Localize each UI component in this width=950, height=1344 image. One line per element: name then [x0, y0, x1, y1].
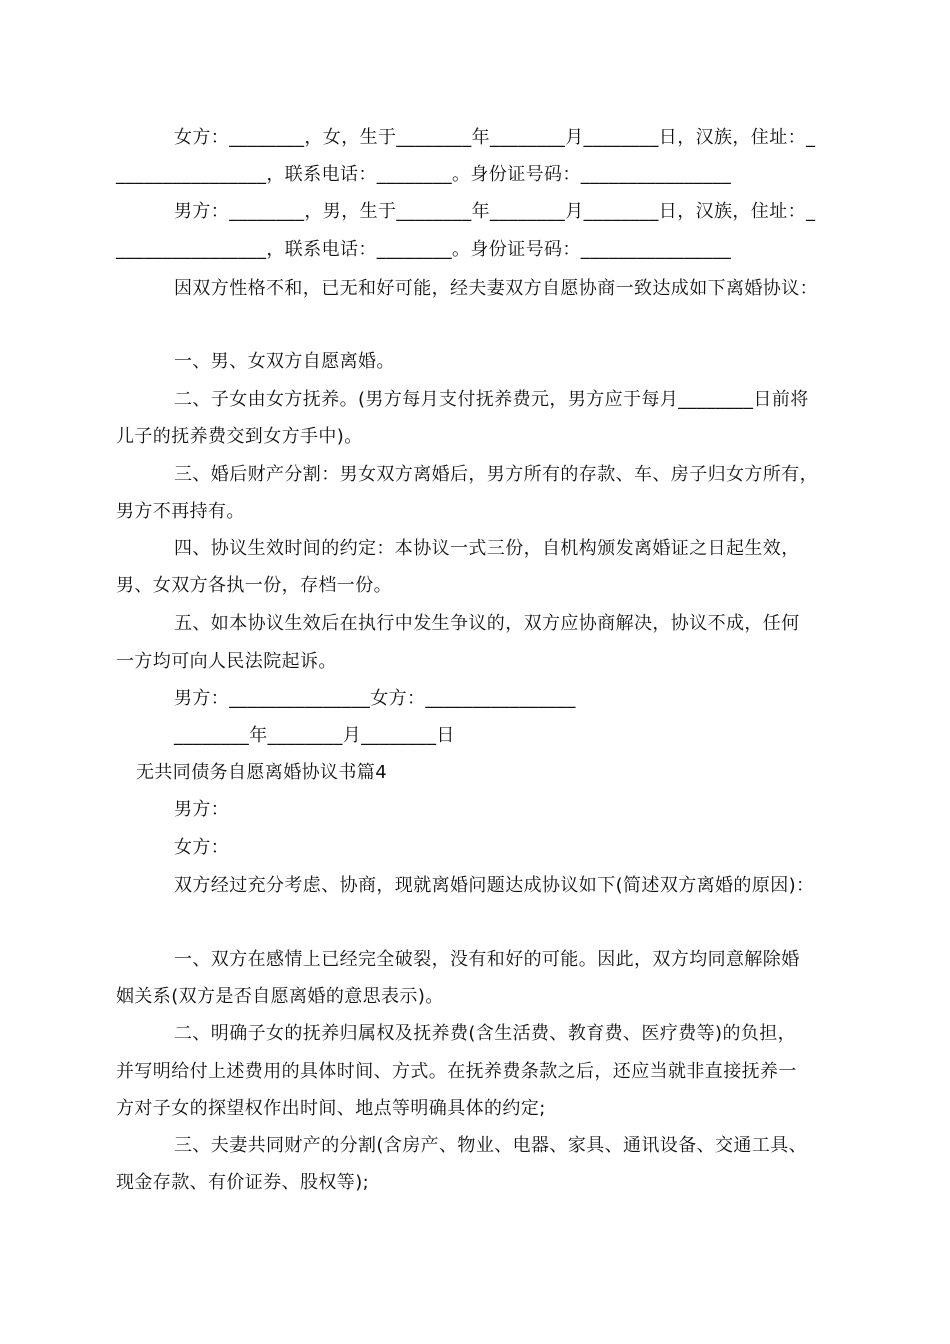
- clause-4-line-2: 男、女双方各执一份，存档一份。: [116, 575, 392, 596]
- clause-2-line-2-b: 并写明给付上述费用的具体时间、方式。在抚养费条款之后，还应当就非直接抚养一: [116, 1061, 797, 1082]
- date-line: ________年________月________日: [174, 725, 455, 746]
- male-party-info: 男方：________，男，生于________年________月________日，汉族，住址：_: [174, 201, 816, 222]
- clause-2-line-1-b: 二、明确子女的抚养归属权及抚养费(含生活费、教育费、医疗费等)的负担，: [174, 1023, 797, 1044]
- clause-2-line-2: 儿子的抚养费交到女方手中)。: [116, 426, 363, 447]
- agreement-intro: 因双方性格不和，已无和好可能，经夫妻双方自愿协商一致达成如下离婚协议：: [174, 278, 818, 299]
- clause-3-line-1: 三、婚后财产分割：男女双方离婚后，男方所有的存款、车、房子归女方所有，: [174, 464, 818, 485]
- male-party-label: 男方：: [174, 799, 230, 820]
- female-party-info: 女方：________，女，生于________年________月________日，汉族，住址：_: [174, 127, 816, 148]
- male-party-contact: ________________，联系电话：________。身份证号码：________________: [116, 239, 732, 260]
- signature-line: 男方：_______________女方：________________: [174, 688, 576, 709]
- clause-3-line-1-b: 三、夫妻共同财产的分割(含房产、物业、电器、家具、通讯设备、交通工具、: [174, 1135, 808, 1156]
- clause-1: 一、男、女双方自愿离婚。: [174, 351, 395, 372]
- clause-3-line-2-b: 现金存款、有价证券、股权等);: [116, 1172, 370, 1193]
- female-party-label: 女方：: [174, 837, 230, 858]
- agreement-intro-2: 双方经过充分考虑、协商，现就离婚问题达成协议如下(简述双方离婚的原因)：: [174, 875, 815, 896]
- clause-3-line-2: 男方不再持有。: [116, 501, 245, 522]
- clause-1-line-1-b: 一、双方在感情上已经完全破裂，没有和好的可能。因此，双方均同意解除婚: [174, 949, 800, 970]
- section-title: 无共同债务自愿离婚协议书篇4: [136, 762, 388, 783]
- clause-2-line-1: 二、子女由女方抚养。(男方每月支付抚养费元，男方应于每月________日前将: [174, 389, 809, 410]
- clause-1-line-2-b: 姻关系(双方是否自愿离婚的意思表示)。: [116, 986, 444, 1007]
- clause-4-line-1: 四、协议生效时间的约定：本协议一式三份，自机构颁发离婚证之日起生效，: [174, 538, 800, 559]
- clause-5-line-2: 一方均可向人民法院起诉。: [116, 651, 337, 672]
- clause-5-line-1: 五、如本协议生效后在执行中发生争议的，双方应协商解决，协议不成，任何: [174, 613, 800, 634]
- female-party-contact: ________________，联系电话：________。身份证号码：________________: [116, 164, 732, 185]
- clause-2-line-3-b: 方对子女的探望权作出时间、地点等明确具体的约定;: [116, 1098, 546, 1119]
